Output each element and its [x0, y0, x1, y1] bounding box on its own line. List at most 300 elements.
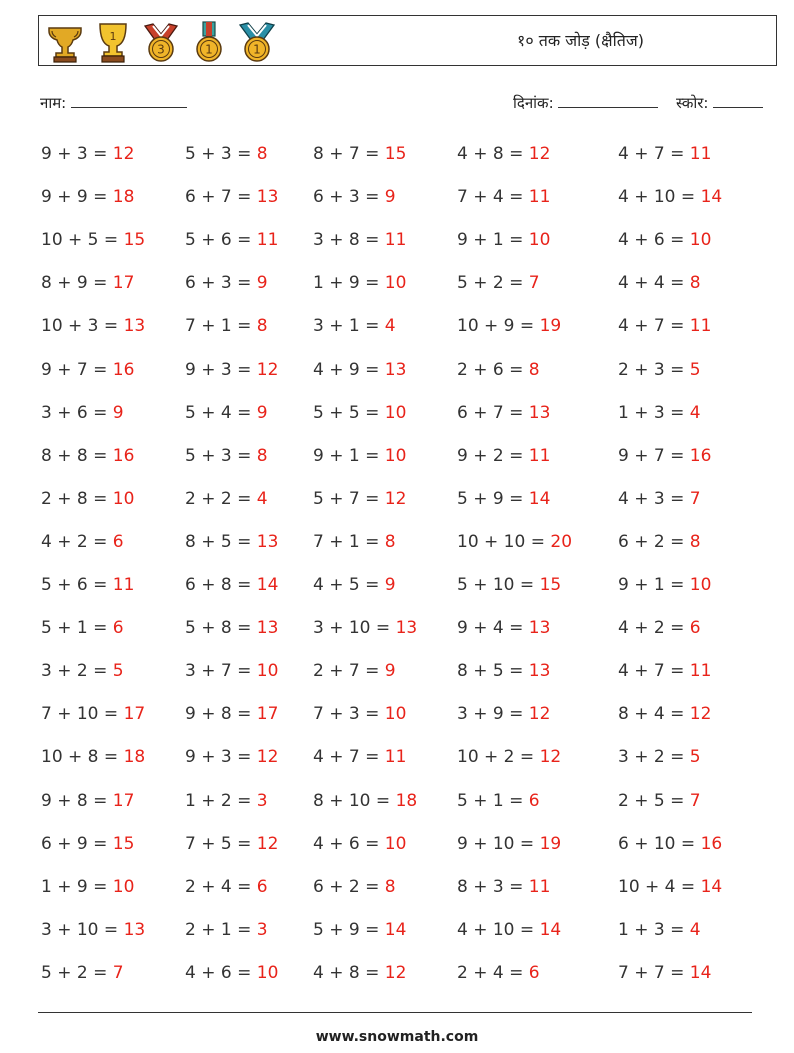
problem-answer: 18	[112, 187, 135, 208]
problem-question: 3 + 10 =	[313, 618, 396, 639]
problem-item	[185, 920, 268, 940]
problem-item	[457, 963, 540, 983]
problem-item	[618, 791, 701, 811]
problem-item	[41, 403, 124, 423]
problem-item	[618, 532, 701, 552]
problem-answer: 10	[689, 575, 712, 595]
problem-question: 5 + 9 =	[457, 488, 529, 509]
problem-answer: 7	[689, 790, 701, 811]
svg-text:1: 1	[109, 30, 117, 43]
problem-item	[313, 230, 406, 250]
problem-item	[185, 187, 278, 207]
problem-answer: 15	[384, 144, 407, 164]
worksheet-header	[38, 15, 777, 66]
problem-question: 1 + 3 =	[618, 402, 690, 423]
footer-website: www.snowmath.com	[315, 1029, 479, 1045]
problem-answer: 17	[123, 704, 146, 725]
problem-item	[185, 791, 268, 811]
problem-answer: 16	[689, 445, 712, 466]
problem-item	[618, 360, 701, 380]
problem-question: 4 + 5 =	[313, 575, 385, 595]
problem-question: 4 + 2 =	[41, 531, 113, 552]
problem-question: 5 + 5 =	[313, 402, 385, 423]
problem-question: 9 + 8 =	[185, 704, 257, 725]
problem-item	[618, 403, 701, 423]
problem-item	[41, 187, 134, 207]
problem-item	[618, 747, 701, 767]
problem-question: 2 + 1 =	[185, 919, 257, 940]
problem-answer: 17	[112, 273, 135, 294]
problem-question: 9 + 9 =	[41, 187, 113, 208]
problem-answer: 6	[528, 962, 540, 983]
problem-question: 7 + 3 =	[313, 704, 385, 725]
problem-question: 4 + 7 =	[618, 661, 690, 682]
problem-question: 4 + 8 =	[457, 144, 529, 164]
problem-item	[618, 489, 701, 509]
problem-question: 8 + 10 =	[313, 790, 396, 811]
problem-question: 6 + 3 =	[185, 273, 257, 294]
problem-item	[313, 489, 406, 509]
problem-item	[313, 920, 406, 940]
problem-item	[457, 316, 561, 336]
medal-1-icon	[235, 20, 279, 64]
problem-answer: 8	[256, 445, 268, 466]
problem-question: 1 + 9 =	[313, 273, 385, 294]
problem-answer: 11	[528, 445, 551, 466]
problem-question: 3 + 9 =	[457, 704, 529, 725]
problem-item	[185, 360, 278, 380]
problem-item	[313, 144, 406, 164]
problem-answer: 7	[689, 488, 701, 509]
problem-question: 4 + 10 =	[618, 187, 701, 208]
problem-question: 8 + 5 =	[185, 531, 257, 552]
problem-answer: 13	[528, 402, 551, 423]
problem-item	[41, 704, 145, 724]
problem-question: 5 + 1 =	[457, 790, 529, 811]
problem-answer: 14	[689, 962, 712, 983]
problem-question: 4 + 3 =	[618, 488, 690, 509]
problem-item	[185, 661, 278, 681]
problem-item	[41, 920, 145, 940]
problem-item	[313, 618, 417, 638]
problem-question: 4 + 7 =	[618, 144, 690, 164]
problem-answer: 14	[256, 575, 279, 595]
problem-question: 1 + 2 =	[185, 790, 257, 811]
problem-question: 1 + 3 =	[618, 919, 690, 940]
problem-question: 10 + 5 =	[41, 230, 124, 251]
problem-answer: 7	[528, 273, 540, 294]
trophy-cup-icon	[43, 20, 87, 64]
problem-question: 6 + 2 =	[618, 531, 690, 552]
problem-item	[618, 963, 711, 983]
problem-answer: 14	[384, 919, 407, 940]
problem-answer: 14	[539, 919, 562, 940]
problem-item	[185, 877, 268, 897]
problem-item	[313, 877, 396, 897]
problem-answer: 15	[112, 833, 135, 854]
problem-question: 5 + 6 =	[41, 575, 113, 595]
problem-question: 8 + 8 =	[41, 445, 113, 466]
problem-answer: 8	[384, 876, 396, 897]
problem-item	[41, 834, 134, 854]
problem-answer: 13	[123, 316, 146, 337]
problem-item	[618, 618, 701, 638]
problem-answer: 15	[539, 575, 562, 595]
problem-question: 8 + 4 =	[618, 704, 690, 725]
problem-item	[618, 273, 701, 293]
problem-question: 3 + 10 =	[41, 919, 124, 940]
problem-answer: 19	[539, 833, 562, 854]
problem-answer: 12	[256, 833, 279, 854]
medal-3-icon	[139, 20, 183, 64]
problem-question: 3 + 2 =	[618, 747, 690, 768]
problem-item	[41, 316, 145, 336]
problem-question: 5 + 2 =	[457, 273, 529, 294]
trophy-icons	[43, 20, 279, 64]
name-field	[40, 93, 187, 113]
problem-question: 4 + 6 =	[313, 833, 385, 854]
problem-answer: 10	[384, 833, 407, 854]
problem-answer: 9	[384, 661, 396, 682]
problem-question: 4 + 6 =	[618, 230, 690, 251]
problem-answer: 6	[528, 790, 540, 811]
problem-answer: 6	[689, 618, 701, 639]
problem-item	[185, 618, 278, 638]
problem-answer: 8	[689, 273, 701, 294]
problem-answer: 12	[384, 962, 407, 983]
problem-item	[618, 144, 711, 164]
problem-answer: 13	[256, 618, 279, 639]
problem-answer: 5	[689, 359, 701, 380]
problem-answer: 11	[689, 316, 712, 337]
problem-item	[41, 446, 134, 466]
problem-item	[313, 273, 406, 293]
problem-answer: 16	[112, 445, 135, 466]
problem-question: 9 + 7 =	[618, 445, 690, 466]
problem-question: 7 + 10 =	[41, 704, 124, 725]
problem-item	[185, 316, 268, 336]
problem-item	[185, 963, 278, 983]
problem-item	[41, 877, 134, 897]
problem-answer: 18	[395, 790, 418, 811]
problem-answer: 10	[384, 445, 407, 466]
problem-answer: 11	[528, 876, 551, 897]
problem-answer: 20	[550, 531, 573, 552]
problem-question: 6 + 7 =	[457, 402, 529, 423]
problem-answer: 12	[384, 488, 407, 509]
problem-question: 9 + 1 =	[313, 445, 385, 466]
problem-item	[618, 446, 711, 466]
problem-item	[457, 661, 550, 681]
problem-answer: 8	[256, 316, 268, 337]
problem-answer: 9	[384, 187, 396, 208]
problem-item	[185, 834, 278, 854]
problem-answer: 10	[112, 876, 135, 897]
problem-item	[185, 403, 268, 423]
problem-answer: 11	[256, 230, 279, 251]
problem-item	[457, 920, 561, 940]
problem-question: 10 + 3 =	[41, 316, 124, 337]
date-blank-line[interactable]	[558, 93, 658, 108]
problem-item	[457, 446, 550, 466]
problem-answer: 9	[256, 273, 268, 294]
problem-question: 9 + 10 =	[457, 833, 540, 854]
problem-item	[313, 661, 396, 681]
problem-item	[313, 316, 396, 336]
problem-item	[41, 618, 124, 638]
problem-question: 7 + 5 =	[185, 833, 257, 854]
problem-item	[313, 791, 417, 811]
problem-answer: 11	[689, 661, 712, 682]
problem-item	[313, 403, 406, 423]
problem-answer: 9	[384, 575, 396, 595]
problem-question: 5 + 8 =	[185, 618, 257, 639]
problem-question: 5 + 3 =	[185, 144, 257, 164]
worksheet-title: १० तक जोड़ (क्षैतिज)	[517, 31, 644, 50]
svg-text:3: 3	[157, 42, 165, 57]
problem-answer: 16	[112, 359, 135, 380]
problem-item	[457, 834, 561, 854]
problem-answer: 14	[700, 876, 723, 897]
problem-question: 4 + 8 =	[313, 962, 385, 983]
problem-answer: 13	[256, 531, 279, 552]
footer-divider	[38, 1012, 752, 1013]
problem-item	[313, 747, 406, 767]
svg-text:1: 1	[205, 42, 213, 57]
problem-answer: 15	[123, 230, 146, 251]
problem-question: 9 + 1 =	[457, 230, 529, 251]
problem-answer: 11	[112, 575, 135, 595]
problem-item	[313, 446, 406, 466]
problem-answer: 6	[112, 531, 124, 552]
svg-text:1: 1	[253, 42, 261, 57]
problem-answer: 4	[689, 402, 701, 423]
problem-item	[185, 144, 268, 164]
problem-item	[618, 316, 711, 336]
problem-answer: 9	[256, 402, 268, 423]
problem-item	[41, 575, 134, 595]
problem-item	[618, 661, 711, 681]
problem-question: 2 + 4 =	[457, 962, 529, 983]
problem-item	[185, 747, 278, 767]
problem-question: 6 + 3 =	[313, 187, 385, 208]
problem-question: 5 + 10 =	[457, 575, 540, 595]
problem-answer: 13	[256, 187, 279, 208]
problem-answer: 3	[256, 919, 268, 940]
problem-item	[41, 532, 124, 552]
problem-question: 4 + 2 =	[618, 618, 690, 639]
problem-item	[457, 187, 550, 207]
problem-question: 6 + 8 =	[185, 575, 257, 595]
problem-question: 7 + 4 =	[457, 187, 529, 208]
problem-question: 4 + 9 =	[313, 359, 385, 380]
problem-answer: 12	[539, 747, 562, 768]
problem-question: 3 + 2 =	[41, 661, 113, 682]
problem-question: 5 + 1 =	[41, 618, 113, 639]
problem-item	[618, 834, 722, 854]
problem-answer: 17	[256, 704, 279, 725]
problem-answer: 11	[689, 144, 712, 164]
problem-item	[457, 877, 550, 897]
problem-question: 2 + 7 =	[313, 661, 385, 682]
problem-answer: 13	[123, 919, 146, 940]
problem-item	[41, 791, 134, 811]
problem-question: 9 + 1 =	[618, 575, 690, 595]
problem-item	[457, 230, 550, 250]
problem-answer: 3	[256, 790, 268, 811]
problem-item	[185, 489, 268, 509]
date-score-fields	[513, 93, 763, 113]
problem-answer: 4	[256, 488, 268, 509]
problem-item	[185, 704, 278, 724]
problem-answer: 12	[689, 704, 712, 725]
problem-answer: 18	[123, 747, 146, 768]
problem-question: 9 + 7 =	[41, 359, 113, 380]
score-label: स्कोर:	[675, 94, 709, 112]
problem-item	[41, 360, 134, 380]
problem-item	[41, 747, 145, 767]
problem-question: 2 + 3 =	[618, 359, 690, 380]
problem-answer: 8	[689, 531, 701, 552]
problem-item	[185, 230, 278, 250]
problem-question: 7 + 1 =	[185, 316, 257, 337]
problem-item	[313, 704, 406, 724]
problem-answer: 5	[112, 661, 124, 682]
problem-question: 10 + 4 =	[618, 876, 701, 897]
problem-question: 9 + 2 =	[457, 445, 529, 466]
problem-item	[313, 532, 396, 552]
problem-answer: 13	[384, 359, 407, 380]
problem-item	[41, 230, 145, 250]
problem-answer: 6	[256, 876, 268, 897]
problem-question: 8 + 5 =	[457, 661, 529, 682]
problem-question: 8 + 9 =	[41, 273, 113, 294]
problem-question: 4 + 6 =	[185, 962, 257, 983]
problem-answer: 10	[689, 230, 712, 251]
problem-question: 2 + 5 =	[618, 790, 690, 811]
problem-question: 4 + 4 =	[618, 273, 690, 294]
problem-question: 7 + 1 =	[313, 531, 385, 552]
problem-item	[185, 446, 268, 466]
problem-question: 4 + 10 =	[457, 919, 540, 940]
problem-item	[41, 273, 134, 293]
problem-item	[457, 791, 540, 811]
problem-question: 7 + 7 =	[618, 962, 690, 983]
problem-question: 9 + 3 =	[185, 359, 257, 380]
problem-question: 6 + 10 =	[618, 833, 701, 854]
problem-question: 4 + 7 =	[618, 316, 690, 337]
problem-question: 9 + 4 =	[457, 618, 529, 639]
problem-answer: 4	[689, 919, 701, 940]
problem-item	[457, 360, 540, 380]
problem-answer: 12	[256, 747, 279, 768]
problem-answer: 12	[528, 704, 551, 725]
problem-question: 9 + 8 =	[41, 790, 113, 811]
problem-answer: 12	[528, 144, 551, 164]
problem-item	[618, 877, 722, 897]
problem-item	[457, 532, 572, 552]
problem-answer: 11	[528, 187, 551, 208]
problem-answer: 10	[256, 661, 279, 682]
problem-item	[41, 963, 124, 983]
problem-answer: 7	[112, 962, 124, 983]
problem-item	[41, 489, 134, 509]
problem-item	[457, 575, 561, 595]
score-blank-line[interactable]	[713, 93, 763, 108]
problem-question: 9 + 3 =	[185, 747, 257, 768]
problem-question: 5 + 9 =	[313, 919, 385, 940]
problem-answer: 10	[112, 488, 135, 509]
problem-item	[41, 661, 124, 681]
problem-question: 2 + 8 =	[41, 488, 113, 509]
problem-question: 6 + 2 =	[313, 876, 385, 897]
problem-answer: 9	[112, 402, 124, 423]
problem-item	[457, 144, 550, 164]
problem-answer: 6	[112, 618, 124, 639]
problem-answer: 14	[700, 187, 723, 208]
problem-question: 10 + 8 =	[41, 747, 124, 768]
problem-item	[618, 575, 711, 595]
problem-answer: 16	[700, 833, 723, 854]
problem-item	[457, 403, 550, 423]
problem-question: 10 + 2 =	[457, 747, 540, 768]
problem-question: 9 + 3 =	[41, 144, 113, 164]
problem-question: 2 + 4 =	[185, 876, 257, 897]
problem-answer: 10	[256, 962, 279, 983]
problem-question: 10 + 10 =	[457, 531, 551, 552]
problem-answer: 19	[539, 316, 562, 337]
name-blank-line[interactable]	[71, 93, 187, 108]
problem-answer: 10	[384, 273, 407, 294]
problem-question: 5 + 2 =	[41, 962, 113, 983]
date-label: दिनांक:	[513, 94, 554, 112]
problem-question: 3 + 7 =	[185, 661, 257, 682]
problem-answer: 13	[528, 661, 551, 682]
problem-answer: 11	[384, 230, 407, 251]
problem-item	[313, 360, 406, 380]
problem-answer: 13	[528, 618, 551, 639]
problem-item	[618, 704, 711, 724]
problem-answer: 17	[112, 790, 135, 811]
name-label: नाम:	[40, 94, 67, 112]
problem-question: 3 + 1 =	[313, 316, 385, 337]
problem-item	[457, 273, 540, 293]
problem-question: 3 + 8 =	[313, 230, 385, 251]
problem-answer: 10	[528, 230, 551, 251]
problem-item	[313, 834, 406, 854]
problem-item	[457, 489, 550, 509]
problem-question: 8 + 7 =	[313, 144, 385, 164]
problem-answer: 4	[384, 316, 396, 337]
problem-question: 8 + 3 =	[457, 876, 529, 897]
problem-answer: 8	[256, 144, 268, 164]
problem-item	[313, 963, 406, 983]
problem-item	[185, 273, 268, 293]
problem-item	[618, 920, 701, 940]
problem-answer: 14	[528, 488, 551, 509]
problem-answer: 13	[395, 618, 418, 639]
problem-item	[457, 704, 550, 724]
problem-question: 2 + 2 =	[185, 488, 257, 509]
problem-answer: 8	[384, 531, 396, 552]
problem-question: 1 + 9 =	[41, 876, 113, 897]
problem-question: 5 + 4 =	[185, 402, 257, 423]
medal-1-ribbon-icon	[187, 20, 231, 64]
problem-question: 5 + 7 =	[313, 488, 385, 509]
problem-answer: 10	[384, 704, 407, 725]
problem-item	[313, 187, 396, 207]
problem-question: 3 + 6 =	[41, 402, 113, 423]
